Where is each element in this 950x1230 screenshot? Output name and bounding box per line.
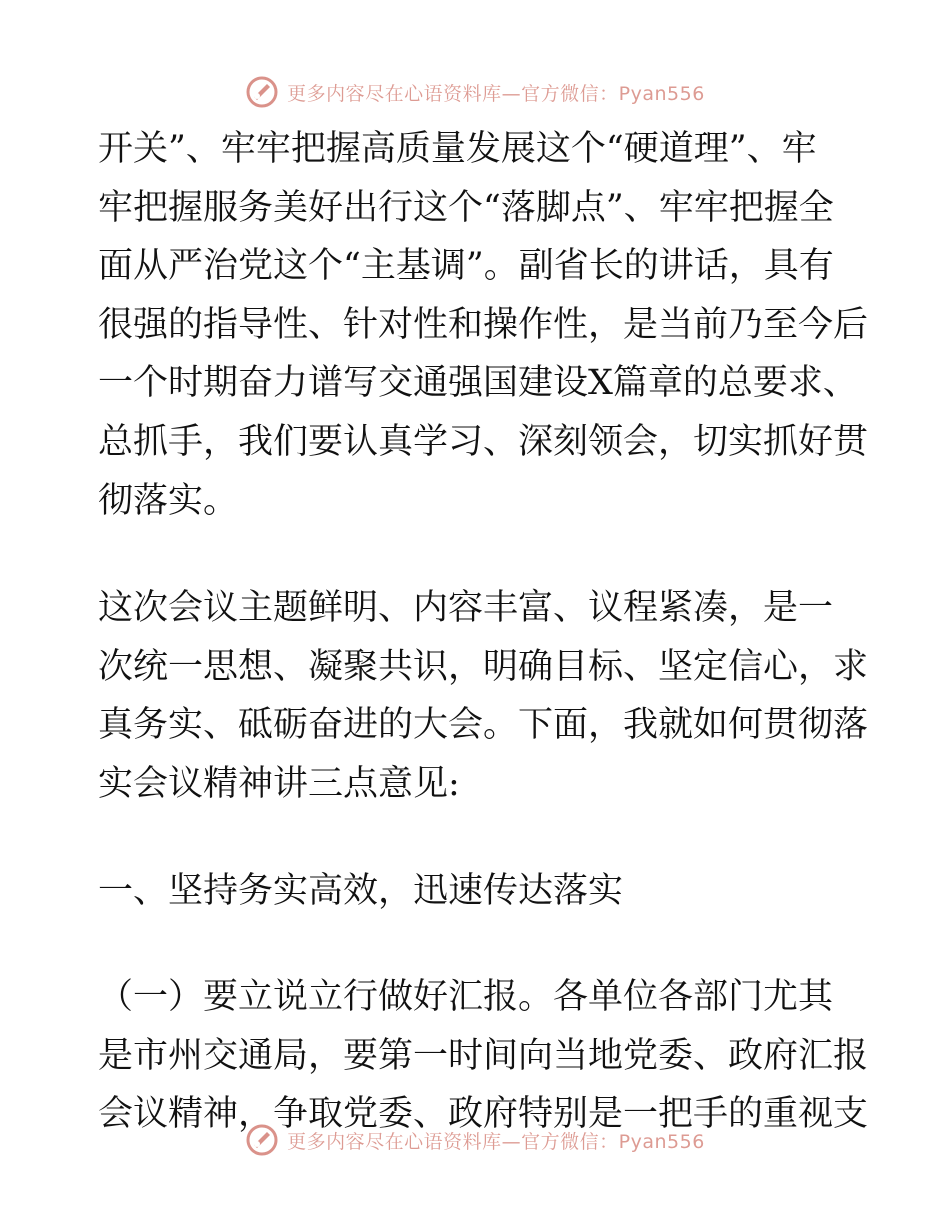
text-line: 是市州交通局，要第一时间向当地党委、政府汇报 (98, 1035, 869, 1076)
section-heading (98, 862, 858, 921)
text-line: 很强的指导性、针对性和操作性，是当前乃至今后 (98, 304, 869, 345)
text-line: 这次会议主题鲜明、内容丰富、议程紧凑，是一 (98, 588, 834, 629)
text-line: （一）要立说立行做好汇报。各单位各部门尤其 (98, 977, 834, 1018)
watermark-text: 更多内容尽在心语资料库—官方微信：Pyan556 (287, 82, 705, 105)
text-line: 会议精神，争取党委、政府特别是一把手的重视支 (98, 1094, 869, 1135)
text-line: 一个时期奋力谱写交通强国建设X篇章的总要求、 (98, 363, 858, 404)
text-line: 次统一思想、凝聚共识，明确目标、坚定信心，求 (98, 646, 869, 687)
brand-logo-icon (245, 75, 279, 109)
text-line: 面从严治党这个“主基调”。副省长的讲话，具有 (98, 246, 834, 287)
text-line: 彻落实。 (98, 480, 239, 521)
header-watermark (0, 70, 950, 114)
document-body (98, 120, 869, 1144)
watermark-text: 更多内容尽在心语资料库—官方微信：Pyan556 (287, 1130, 705, 1153)
text-line: 真务实、砥砺奋进的大会。下面，我就如何贯彻落 (98, 705, 869, 746)
text-line: 总抓手，我们要认真学习、深刻领会，切实抓好贯 (98, 421, 869, 462)
text-line: 牢把握服务美好出行这个“落脚点”、牢牢把握全 (98, 187, 834, 228)
text-line: 实会议精神讲三点意见: (98, 763, 460, 804)
footer-watermark (0, 1118, 950, 1162)
paragraph (98, 579, 869, 813)
text-line: 开关”、牢牢把握高质量发展这个“硬道理”、牢 (98, 129, 817, 169)
brand-logo-icon (245, 1123, 279, 1157)
paragraph (98, 120, 869, 530)
heading-line: 一、坚持务实高效，迅速传达落实 (98, 870, 624, 911)
